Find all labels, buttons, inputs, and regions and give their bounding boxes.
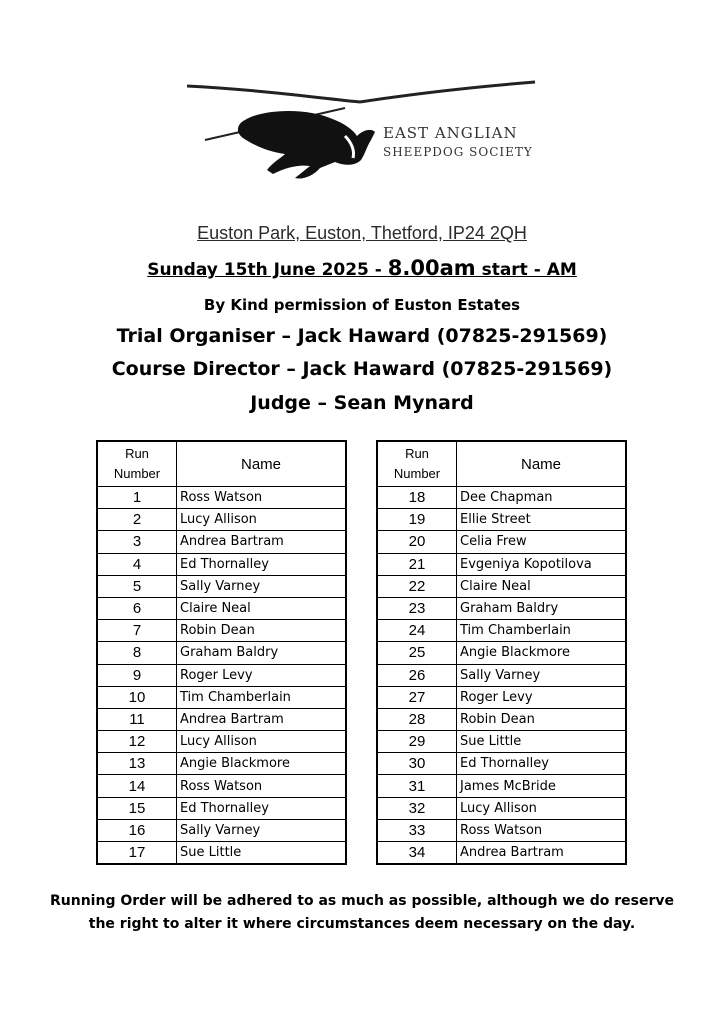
logo-line1: EAST ANGLIAN [383, 124, 518, 142]
run-number: 28 [377, 708, 457, 730]
handler-name: Angie Blackmore [177, 753, 347, 775]
handler-name: Sue Little [177, 842, 347, 865]
start-time: 8.00am [387, 256, 476, 280]
handler-name: Ed Thornalley [177, 797, 347, 819]
table-row [377, 487, 626, 509]
handler-name: Ed Thornalley [457, 753, 627, 775]
run-number: 21 [377, 553, 457, 575]
run-number: 7 [97, 620, 177, 642]
handler-name: Graham Baldry [457, 597, 627, 619]
table-row [97, 531, 346, 553]
run-number: 27 [377, 686, 457, 708]
handler-name: Tim Chamberlain [457, 620, 627, 642]
run-number: 6 [97, 597, 177, 619]
handler-name: Ellie Street [457, 509, 627, 531]
run-number: 18 [377, 487, 457, 509]
run-number: 9 [97, 664, 177, 686]
handler-name: James McBride [457, 775, 627, 797]
run-number: 5 [97, 575, 177, 597]
handler-name: Sally Varney [177, 819, 347, 841]
table-row [377, 731, 626, 753]
run-number: 2 [97, 509, 177, 531]
table-row [377, 775, 626, 797]
table-row [97, 775, 346, 797]
handler-name: Robin Dean [457, 708, 627, 730]
run-number: 12 [97, 731, 177, 753]
run-number: 15 [97, 797, 177, 819]
table-row [377, 708, 626, 730]
handler-name: Ross Watson [177, 487, 347, 509]
handler-name: Lucy Allison [177, 731, 347, 753]
table-row [377, 620, 626, 642]
table-row [97, 575, 346, 597]
run-number: 29 [377, 731, 457, 753]
table-row [97, 642, 346, 664]
table-row [97, 597, 346, 619]
handler-name: Lucy Allison [177, 509, 347, 531]
judge-line: Judge – Sean Mynard [250, 392, 474, 414]
table-row [97, 620, 346, 642]
table-row [97, 731, 346, 753]
date-line [0, 256, 724, 280]
table-row [377, 819, 626, 841]
run-number: 33 [377, 819, 457, 841]
table-row [97, 509, 346, 531]
table-row [97, 753, 346, 775]
handler-name: Dee Chapman [457, 487, 627, 509]
handler-name: Evgeniya Kopotilova [457, 553, 627, 575]
run-number: 10 [97, 686, 177, 708]
table-row [97, 686, 346, 708]
run-number: 26 [377, 664, 457, 686]
venue-heading: Euston Park, Euston, Thetford, IP24 2QH [197, 223, 527, 243]
table-row [377, 597, 626, 619]
run-number: 31 [377, 775, 457, 797]
handler-name: Robin Dean [177, 620, 347, 642]
col-run-number-label: Run Number [113, 446, 161, 481]
handler-name: Claire Neal [177, 597, 347, 619]
run-number: 34 [377, 842, 457, 865]
permission-line: By Kind permission of Euston Estates [203, 296, 521, 314]
table-row [377, 664, 626, 686]
table-row [377, 553, 626, 575]
run-number: 8 [97, 642, 177, 664]
run-number: 19 [377, 509, 457, 531]
run-number: 1 [97, 487, 177, 509]
handler-name: Sally Varney [457, 664, 627, 686]
handler-name: Sue Little [457, 731, 627, 753]
handler-name: Claire Neal [457, 575, 627, 597]
table-row [377, 753, 626, 775]
table-row [97, 819, 346, 841]
table-row [97, 487, 346, 509]
handler-name: Ed Thornalley [177, 553, 347, 575]
running-order-table-left [96, 440, 347, 865]
run-number: 4 [97, 553, 177, 575]
run-number: 17 [97, 842, 177, 865]
run-number: 25 [377, 642, 457, 664]
table-row [377, 686, 626, 708]
run-number: 11 [97, 708, 177, 730]
run-number: 3 [97, 531, 177, 553]
table-row [97, 553, 346, 575]
table-row [97, 708, 346, 730]
handler-name: Angie Blackmore [457, 642, 627, 664]
table-row [377, 575, 626, 597]
col-run-number [97, 441, 177, 487]
trial-organiser: Trial Organiser – Jack Haward (07825-291569) [116, 325, 608, 347]
table-row [377, 842, 626, 865]
run-number: 32 [377, 797, 457, 819]
table-row [97, 842, 346, 865]
handler-name: Ross Watson [457, 819, 627, 841]
col-name: Name [177, 441, 347, 487]
footer-line2: the right to alter it where circumstances deem necessary on the day. [88, 916, 636, 932]
run-number: 24 [377, 620, 457, 642]
date-prefix: Sunday 15th June 2025 - [147, 260, 388, 280]
run-number: 30 [377, 753, 457, 775]
run-number: 13 [97, 753, 177, 775]
handler-name: Roger Levy [177, 664, 347, 686]
col-run-number [377, 441, 457, 487]
table-row [377, 531, 626, 553]
table-row [97, 797, 346, 819]
footer-note [0, 890, 724, 936]
handler-name: Celia Frew [457, 531, 627, 553]
handler-name: Lucy Allison [457, 797, 627, 819]
society-logo [185, 80, 545, 190]
table-row [97, 664, 346, 686]
col-run-number-label: Run Number [393, 446, 441, 481]
handler-name: Andrea Bartram [177, 531, 347, 553]
handler-name: Tim Chamberlain [177, 686, 347, 708]
col-name: Name [457, 441, 627, 487]
table-row [377, 797, 626, 819]
run-number: 16 [97, 819, 177, 841]
run-number: 23 [377, 597, 457, 619]
table-row [377, 509, 626, 531]
date-suffix: start - AM [475, 260, 577, 280]
run-number: 22 [377, 575, 457, 597]
handler-name: Sally Varney [177, 575, 347, 597]
handler-name: Graham Baldry [177, 642, 347, 664]
course-director: Course Director – Jack Haward (07825-291569) [111, 358, 613, 380]
handler-name: Andrea Bartram [177, 708, 347, 730]
handler-name: Ross Watson [177, 775, 347, 797]
handler-name: Roger Levy [457, 686, 627, 708]
running-order-table-right [376, 440, 627, 865]
handler-name: Andrea Bartram [457, 842, 627, 865]
footer-line1: Running Order will be adhered to as much as possible, although we do reserve [50, 893, 674, 909]
logo-line2: SHEEPDOG SOCIETY [383, 145, 533, 159]
run-number: 14 [97, 775, 177, 797]
run-number: 20 [377, 531, 457, 553]
table-row [377, 642, 626, 664]
